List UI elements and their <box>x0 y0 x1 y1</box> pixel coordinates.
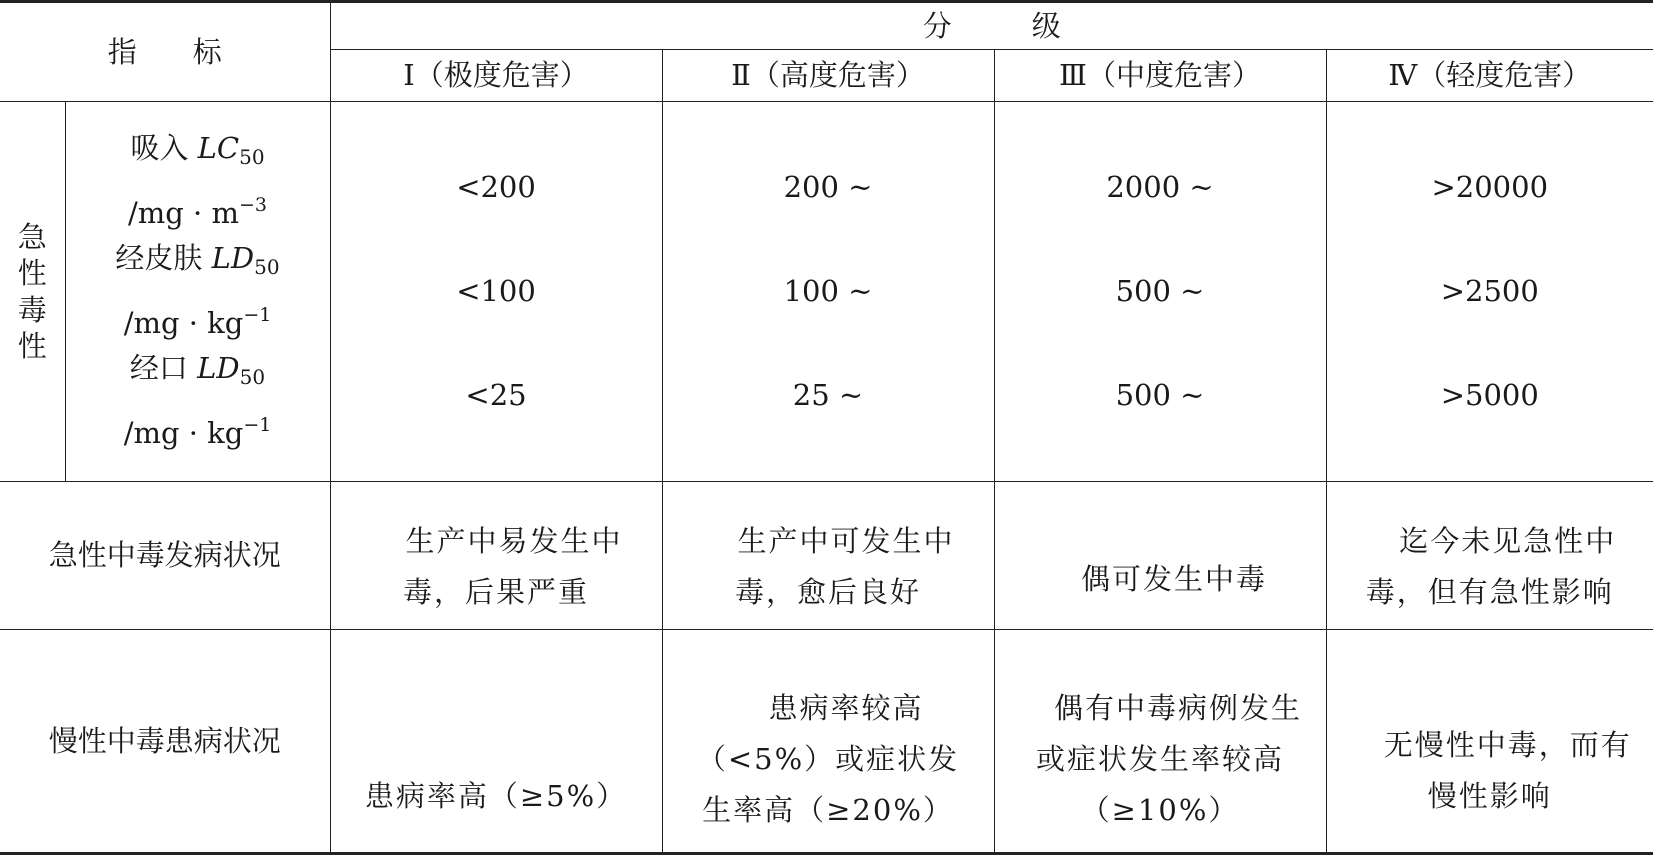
toxicity-value: >20000 <box>1431 170 1549 205</box>
chronic-poisoning-level-2 <box>662 630 994 854</box>
indicator-header-text: 指标 <box>107 34 278 69</box>
indicator-header <box>0 2 330 102</box>
toxicity-value: 25 ~ <box>792 378 864 413</box>
toxicity-value: <200 <box>456 170 536 205</box>
indicator-inhalation-unit-sup: −3 <box>239 194 268 216</box>
acute-toxicity-label-char: 急 <box>17 220 47 254</box>
chronic-poisoning-level-4-text: 无慢性中毒，而有慢性影响 <box>1383 728 1632 813</box>
indicator-dermal-prefix: 经皮肤 <box>115 241 203 275</box>
acute-poisoning-level-2 <box>662 482 994 630</box>
acute-toxicity-row <box>0 102 1653 482</box>
indicator-dermal <box>115 237 279 347</box>
toxicity-value: 2000 ~ <box>1106 170 1214 205</box>
toxicity-value: 500 ~ <box>1115 378 1205 413</box>
acute-poisoning-level-3 <box>994 482 1326 630</box>
chronic-poisoning-level-1 <box>330 630 662 854</box>
indicator-inhalation-unit: /mg · m <box>128 196 239 230</box>
indicator-oral <box>124 347 272 457</box>
level-4-toxicity-values <box>1326 102 1653 482</box>
toxicity-value: 200 ~ <box>783 170 873 205</box>
toxicity-value: 100 ~ <box>783 274 873 309</box>
indicator-oral-unit: /mg · kg <box>123 416 244 450</box>
indicator-dermal-metric: LD <box>211 241 255 275</box>
level-1-toxicity-values <box>330 102 662 482</box>
acute-poisoning-level-4 <box>1326 482 1653 630</box>
indicator-dermal-metric-sub: 50 <box>254 255 280 279</box>
indicator-inhalation-metric-sub: 50 <box>239 145 265 169</box>
toxicity-indicators-cell <box>65 102 330 482</box>
grading-header <box>330 2 1653 50</box>
toxicity-value: >2500 <box>1440 274 1539 309</box>
chronic-poisoning-row <box>0 630 1653 854</box>
chronic-poisoning-label: 慢性中毒患病状况 <box>0 630 330 854</box>
indicator-oral-metric: LD <box>197 351 240 385</box>
indicator-oral-metric-sub: 50 <box>239 365 266 389</box>
acute-poisoning-level-4-text: 迄今未见急性中毒，但有急性影响 <box>1365 523 1617 609</box>
toxicity-value: <25 <box>465 378 527 413</box>
level-3-toxicity-values <box>994 102 1326 482</box>
toxicity-value: <100 <box>456 274 536 309</box>
chronic-poisoning-level-2-text: 患病率较高（<5%）或症状发生率高（≥20%） <box>696 690 960 827</box>
header-row-1 <box>0 2 1653 50</box>
chronic-poisoning-level-3 <box>994 630 1326 854</box>
level-2-toxicity-values <box>662 102 994 482</box>
acute-poisoning-row <box>0 482 1653 630</box>
acute-poisoning-level-1 <box>330 482 662 630</box>
acute-toxicity-label-char: 性 <box>17 256 47 291</box>
acute-toxicity-label-char: 毒 <box>17 292 47 327</box>
indicator-oral-prefix: 经口 <box>129 351 188 385</box>
level-4-header: Ⅳ（轻度危害） <box>1326 50 1653 102</box>
chronic-poisoning-level-4 <box>1326 630 1653 854</box>
toxicity-value: 500 ~ <box>1115 274 1205 309</box>
acute-toxicity-label-char: 性 <box>17 328 47 363</box>
chronic-poisoning-level-1-text: 患病率高（≥5%） <box>364 779 628 813</box>
indicator-inhalation-metric: LC <box>197 131 240 165</box>
level-1-header: Ⅰ（极度危害） <box>330 50 662 102</box>
level-2-header: Ⅱ（高度危害） <box>662 50 994 102</box>
toxicity-value: >5000 <box>1440 378 1539 413</box>
acute-poisoning-level-2-text: 生产中可发生中毒，愈后良好 <box>735 523 955 609</box>
indicator-oral-unit-sup: −1 <box>243 414 272 436</box>
acute-poisoning-level-3-text: 偶可发生中毒 <box>1081 562 1268 596</box>
level-3-header: Ⅲ（中度危害） <box>994 50 1326 102</box>
chronic-poisoning-level-3-text: 偶有中毒病例发生或症状发生率较高（≥10%） <box>1036 690 1303 827</box>
acute-toxicity-label-text <box>0 219 65 364</box>
acute-toxicity-label <box>0 102 65 482</box>
grading-header-text: 分级 <box>922 8 1141 43</box>
indicator-dermal-unit-sup: −1 <box>243 304 272 326</box>
indicator-inhalation-prefix: 吸入 <box>130 131 189 165</box>
acute-poisoning-label: 急性中毒发病状况 <box>0 482 330 630</box>
indicator-inhalation <box>128 127 267 237</box>
indicator-dermal-unit: /mg · kg <box>123 306 244 340</box>
acute-poisoning-level-1-text: 生产中易发生中毒，后果严重 <box>403 523 623 609</box>
